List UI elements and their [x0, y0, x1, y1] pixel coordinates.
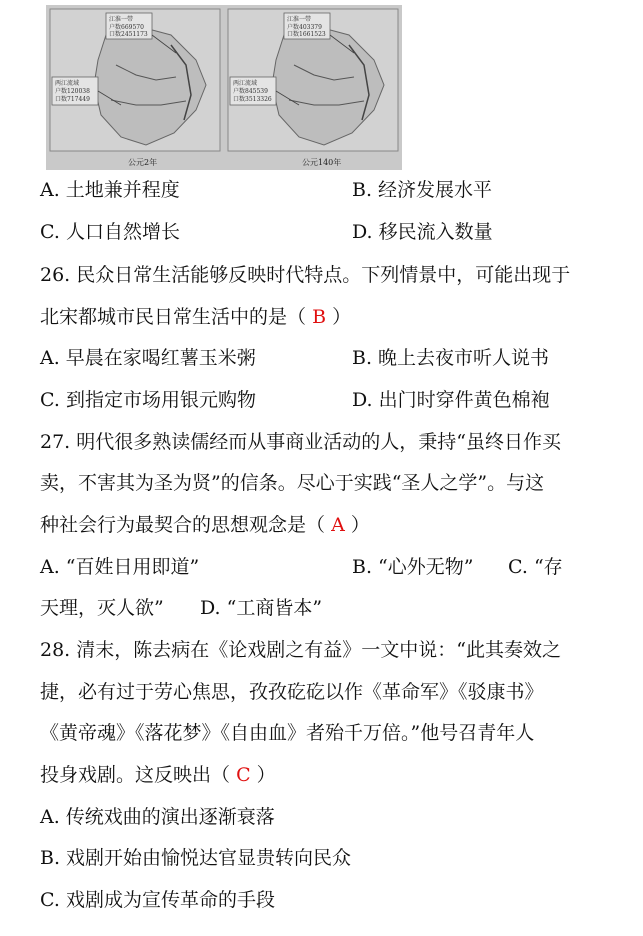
callout-top-line3: 口数2451173 [109, 31, 148, 38]
q28-stem-line3: 《黄帝魂》《落花梦》《自由血》者殆千万倍。”他号召青年人 [40, 722, 535, 744]
map-right [228, 9, 398, 167]
q25-option-a: A. 土地兼并程度 [40, 179, 180, 201]
callout-left-line3: 口数3513326 [233, 96, 272, 103]
q27-stem-line2: 卖，不害其为圣为贤”的信条。尽心于实践“圣人之学”。与这 [40, 472, 545, 494]
callout-left-line1: 两江流域 [233, 80, 258, 87]
q28-answer: C [236, 764, 251, 786]
q27-stem-line3 [40, 513, 370, 537]
map-left [50, 9, 220, 167]
q26-option-b: B. 晚上去夜市听人说书 [352, 347, 550, 369]
q27-stem-close: ） [350, 514, 370, 536]
q28-option-a: A. 传统戏曲的演出逐渐衰落 [40, 806, 275, 828]
q28-stem-close: ） [256, 764, 276, 786]
callout-left-line1: 两江流域 [55, 80, 80, 87]
map-caption-left: 公元2年 [128, 158, 158, 167]
callout-left-line2: 户数845539 [233, 88, 268, 95]
q25-option-d: D. 移民流入数量 [352, 221, 493, 243]
q26-answer: B [312, 306, 327, 328]
q26-option-c: C. 到指定市场用银元购物 [40, 389, 256, 411]
q28-stem-text: 投身戏剧。这反映出（ [40, 764, 231, 786]
callout-left-line2: 户数120038 [55, 88, 90, 95]
q28-stem-line2: 捷，必有过于劳心焦思，孜孜矻矻以作《革命军》《驳康书》 [40, 681, 544, 703]
q27-option-c: C. “存 [508, 556, 563, 578]
callout-top-line1: 江淮一带 [109, 16, 134, 23]
q27-option-c-continued: 天理，灭人欲” [40, 597, 164, 619]
q27-option-d: D. “工商皆本” [200, 597, 323, 619]
callout-top-line2: 户数669570 [109, 24, 144, 31]
maps-svg [46, 5, 402, 170]
q28-option-c: C. 戏剧成为宣传革命的手段 [40, 889, 275, 911]
q27-option-b: B. “心外无物” [352, 556, 474, 578]
q27-option-a: A. “百姓日用即道” [40, 556, 200, 578]
callout-top-line3: 口数1661523 [287, 31, 326, 38]
q28-stem-line1: 28. 清末，陈去病在《论戏剧之有益》一文中说：“此其奏效之 [40, 639, 561, 661]
q27-stem-line1: 27. 明代很多熟读儒经而从事商业活动的人，秉持“虽终日作买 [40, 431, 561, 453]
q26-option-d: D. 出门时穿件黄色棉袍 [352, 389, 550, 411]
q25-option-b: B. 经济发展水平 [352, 179, 493, 201]
han-population-maps [46, 5, 402, 170]
q27-answer: A [331, 514, 345, 536]
map-caption-right: 公元140年 [302, 158, 342, 167]
q26-stem-close: ） [332, 306, 352, 328]
q25-option-c: C. 人口自然增长 [40, 221, 180, 243]
callout-left-line3: 口数717449 [55, 96, 90, 103]
q26-stem-text: 北宋都城市民日常生活中的是（ [40, 306, 307, 328]
q28-stem-line4 [40, 763, 276, 787]
q26-option-a: A. 早晨在家喝红薯玉米粥 [40, 347, 256, 369]
q26-stem-line1: 26. 民众日常生活能够反映时代特点。下列情景中，可能出现于 [40, 264, 571, 286]
callout-top-line1: 江淮一带 [287, 16, 312, 23]
q28-option-b: B. 戏剧开始由愉悦达官显贵转向民众 [40, 847, 352, 869]
q27-stem-text: 种社会行为最契合的思想观念是（ [40, 514, 326, 536]
q26-stem-line2 [40, 305, 351, 329]
callout-top-line2: 户数403379 [287, 24, 322, 31]
